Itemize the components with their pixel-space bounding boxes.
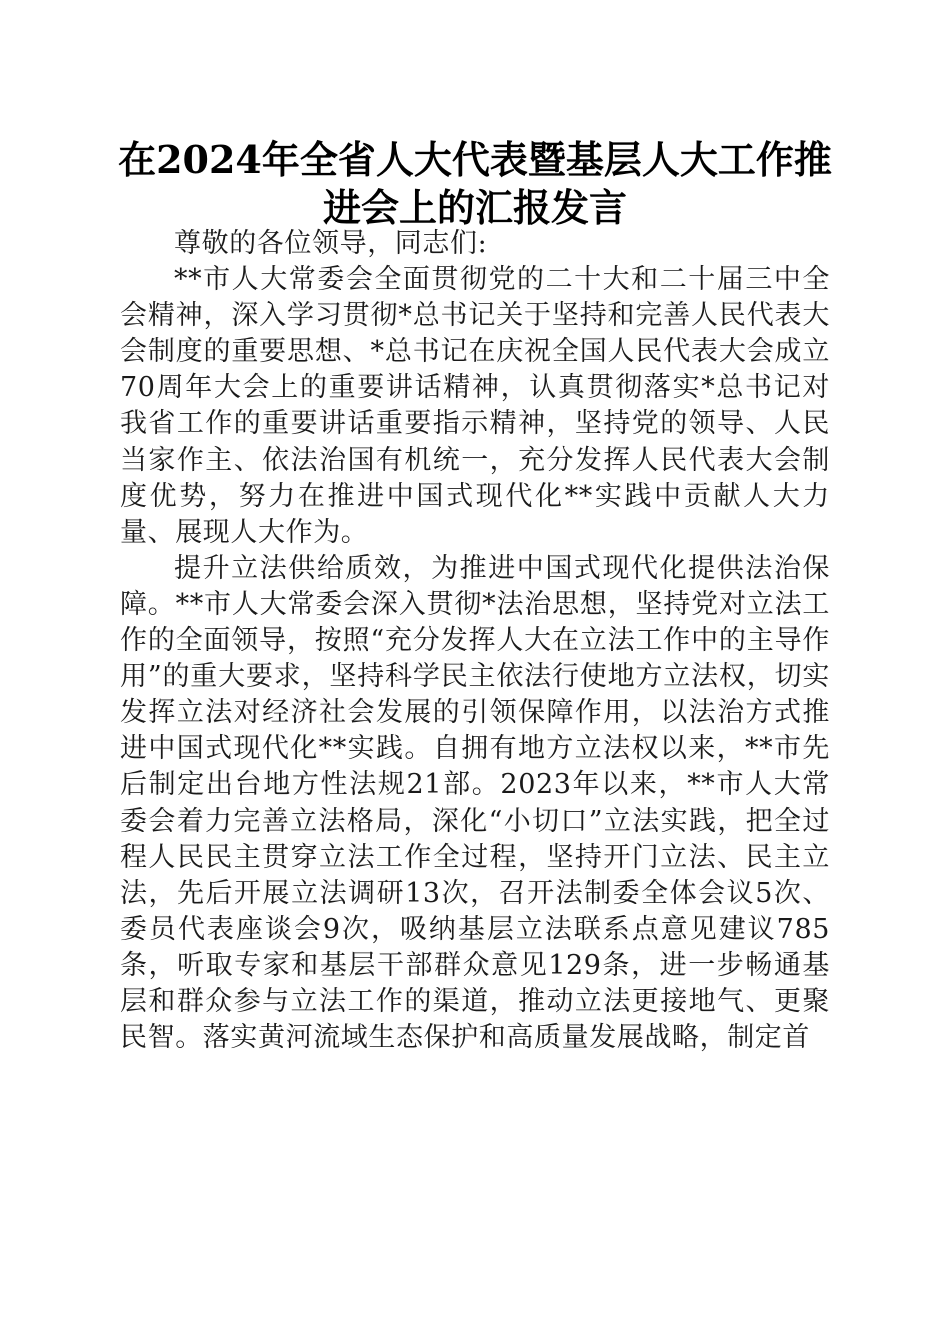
document-body — [120, 226, 830, 1056]
document-title: 在2024年全省人大代表暨基层人大工作推进会上的汇报发言 — [118, 137, 832, 230]
salutation-paragraph: 尊敬的各位领导，同志们: — [174, 228, 488, 259]
legislation-paragraph: 提升立法供给质效，为推进中国式现代化提供法治保障。**市人大常委会深入贯彻*法治思想，坚持党对立法工作的全面领导，按照“充分发挥人大在立法工作中的主导作用”的重大要求，坚持科学民主依法行使地方立法权，切实发挥立法对经济社会发展的引领保障作用，以法治方式推进中国式现代化**实践。自拥有地方立法权以来，**市先后制定出台地方性法规21部。2023年以来，**市人大常委会着力完善立法格局，深化“小切口”立法实践，把全过程人民民主贯穿立法工作全过程，坚持开门立法、民主立法，先后开展立法调研13次，召开法制委全体会议5次、委员代表座谈会9次，吸纳基层立法联系点意见建议785条，听取专家和基层干部群众意见129条，进一步畅通基层和群众参与立法工作的渠道，推动立法更接地气、更聚民智。落实黄河流域生态保护和高质量发展战略，制定首 — [120, 552, 830, 1054]
intro-paragraph: **市人大常委会全面贯彻党的二十大和二十届三中全会精神，深入学习贯彻*总书记关于坚持和完善人民代表大会制度的重要思想、*总书记在庆祝全国人民代表大会成立70周年大会上的重要讲话精神，认真贯彻落实*总书记对我省工作的重要讲话重要指示精神，坚持党的领导、人民当家作主、依法治国有机统一，充分发挥人民代表大会制度优势，努力在推进中国式现代化**实践中贡献人大力量、展现人大作为。 — [120, 264, 830, 548]
